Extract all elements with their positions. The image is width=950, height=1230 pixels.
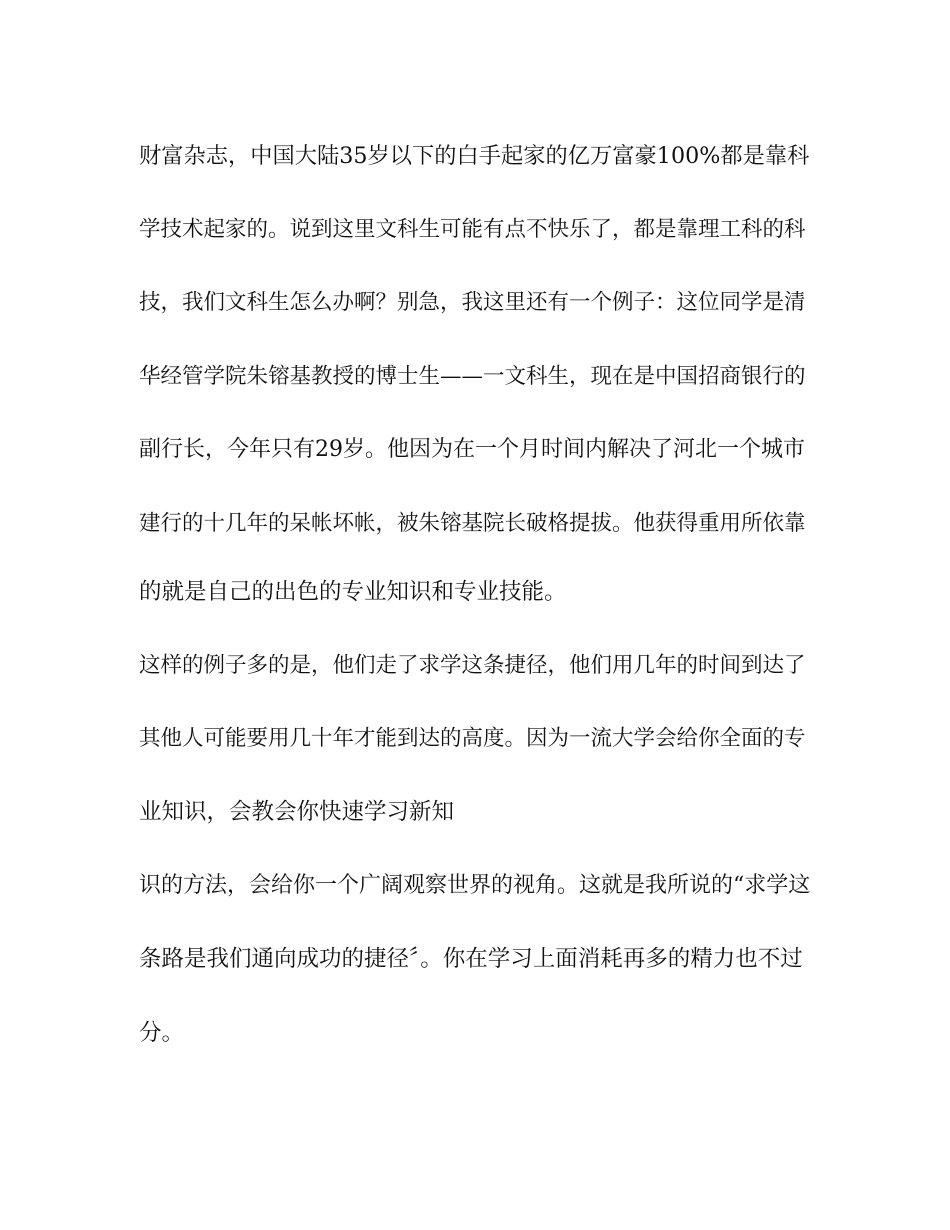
text-line-9: 其他人可能要用几十年才能到达的高度。因为一流大学会给你全面的专 [139, 726, 806, 751]
text-line-3: 技，我们文科生怎么办啊？别急，我这里还有一个例子：这位同学是清 [139, 290, 806, 315]
text-line-10: 业知识，会教会你快速学习新知 [139, 799, 455, 825]
text-line-8: 这样的例子多的是，他们走了求学这条捷径，他们用几年的时间到达了 [139, 653, 806, 678]
text-line-12: 条路是我们通向成功的捷径〞。你在学习上面消耗再多的精力也不过 [139, 946, 803, 972]
text-line-2: 学技术起家的。说到这里文科生可能有点不快乐了，都是靠理工科的科 [139, 217, 806, 242]
text-line-5: 副行长，今年只有29岁。他因为在一个月时间内解决了河北一个城市 [139, 437, 805, 462]
text-line-13: 分。 [139, 1020, 185, 1046]
text-line-1: 财富杂志，中国大陆35岁以下的白手起家的亿万富豪100%都是靠科 [139, 143, 810, 169]
text-line-7: 的就是自己的出色的专业知识和专业技能。 [139, 579, 567, 605]
text-line-6: 建行的十几年的呆帐坏帐，被朱镕基院长破格提拔。他获得重用所依靠 [139, 511, 806, 536]
text-line-4: 华经管学院朱镕基教授的博士生——一文科生，现在是中国招商银行的 [139, 364, 806, 389]
text-line-11: 识的方法，会给你一个广阔观察世界的视角。这就是我所说的“求学这 [139, 873, 811, 898]
